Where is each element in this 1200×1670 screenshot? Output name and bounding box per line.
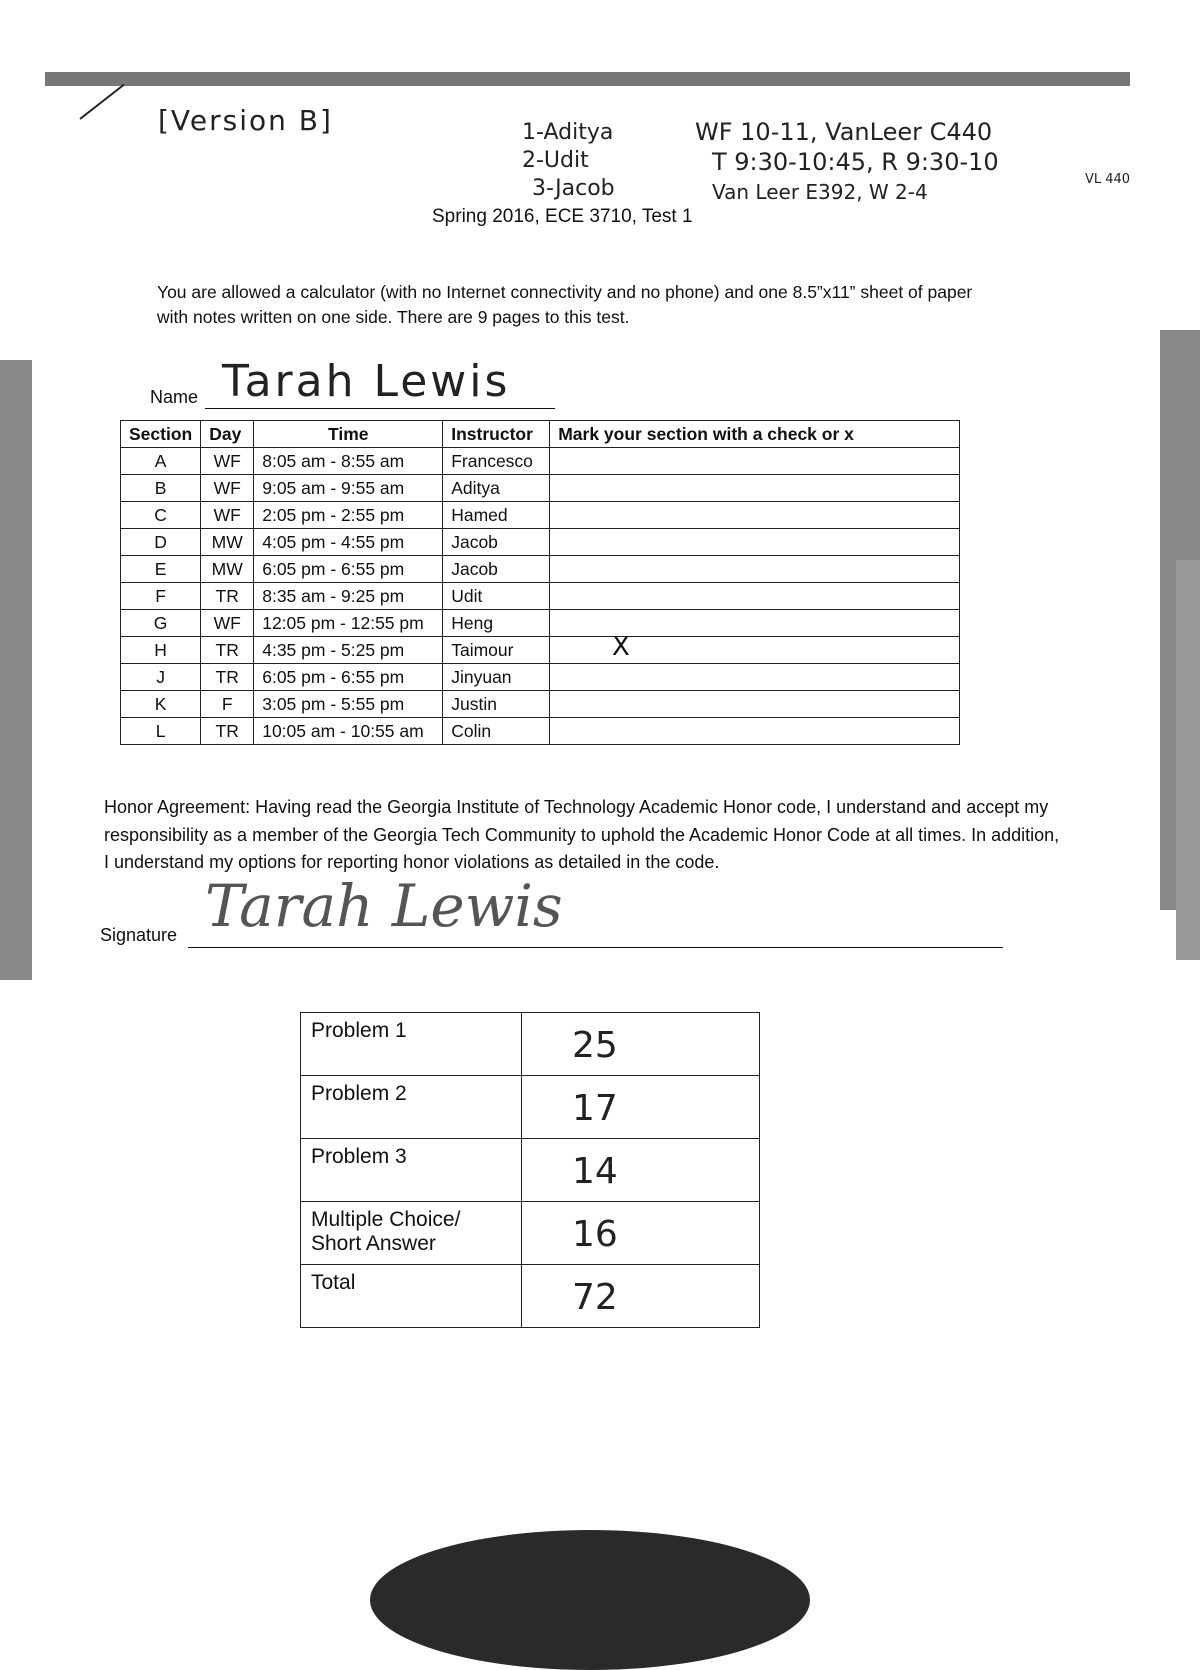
instructor-cell: Colin bbox=[443, 718, 550, 745]
scan-shadow-top bbox=[45, 72, 1130, 86]
scan-shadow-left bbox=[0, 360, 32, 980]
time-cell: 2:05 pm - 2:55 pm bbox=[254, 502, 443, 529]
day-cell: MW bbox=[201, 556, 254, 583]
time-cell: 8:05 am - 8:55 am bbox=[254, 448, 443, 475]
score-value: 17 bbox=[522, 1076, 760, 1139]
section-cell: H bbox=[121, 637, 201, 664]
header-section: Section bbox=[121, 421, 201, 448]
section-cell: F bbox=[121, 583, 201, 610]
score-row bbox=[301, 1202, 760, 1265]
instructor-cell: Jinyuan bbox=[443, 664, 550, 691]
score-value: 72 bbox=[522, 1265, 760, 1328]
version-label: [Version B] bbox=[158, 104, 333, 137]
instructor-cell: Francesco bbox=[443, 448, 550, 475]
instructor-cell: Taimour bbox=[443, 637, 550, 664]
time-cell: 10:05 am - 10:55 am bbox=[254, 718, 443, 745]
score-label: Problem 1 bbox=[301, 1013, 522, 1076]
section-cell: C bbox=[121, 502, 201, 529]
ta-note: 2-Udit bbox=[522, 148, 589, 173]
mark-cell bbox=[550, 502, 960, 529]
ta-note: 3-Jacob bbox=[532, 176, 615, 201]
time-cell: 6:05 pm - 6:55 pm bbox=[254, 556, 443, 583]
table-row bbox=[121, 691, 960, 718]
section-table bbox=[120, 420, 960, 745]
day-cell: TR bbox=[201, 637, 254, 664]
signature-line bbox=[188, 947, 1003, 948]
section-mark: X bbox=[612, 632, 630, 662]
table-row bbox=[121, 529, 960, 556]
ta-note: 1-Aditya bbox=[522, 120, 614, 145]
signature-label: Signature bbox=[100, 925, 178, 945]
instructor-cell: Aditya bbox=[443, 475, 550, 502]
day-cell: TR bbox=[201, 664, 254, 691]
table-row bbox=[121, 610, 960, 637]
signature: Tarah Lewis bbox=[205, 872, 563, 940]
scan-shadow-right-lower bbox=[1176, 560, 1200, 960]
score-row bbox=[301, 1265, 760, 1328]
day-cell: TR bbox=[201, 583, 254, 610]
time-cell: 8:35 am - 9:25 pm bbox=[254, 583, 443, 610]
table-row bbox=[121, 583, 960, 610]
instructor-cell: Heng bbox=[443, 610, 550, 637]
student-name: Tarah Lewis bbox=[222, 356, 511, 407]
time-cell: 12:05 pm - 12:55 pm bbox=[254, 610, 443, 637]
instructor-cell: Justin bbox=[443, 691, 550, 718]
instructor-cell: Udit bbox=[443, 583, 550, 610]
section-cell: E bbox=[121, 556, 201, 583]
day-cell: WF bbox=[201, 610, 254, 637]
day-cell: WF bbox=[201, 502, 254, 529]
day-cell: F bbox=[201, 691, 254, 718]
header-time: Time bbox=[254, 421, 443, 448]
section-cell: A bbox=[121, 448, 201, 475]
instructor-cell: Jacob bbox=[443, 556, 550, 583]
mark-cell bbox=[550, 691, 960, 718]
day-cell: TR bbox=[201, 718, 254, 745]
mark-cell bbox=[550, 556, 960, 583]
instructor-cell: Jacob bbox=[443, 529, 550, 556]
score-label: Problem 3 bbox=[301, 1139, 522, 1202]
mark-cell bbox=[550, 448, 960, 475]
header-day: Day bbox=[201, 421, 254, 448]
header-mark: Mark your section with a check or x bbox=[550, 421, 960, 448]
day-cell: MW bbox=[201, 529, 254, 556]
score-row bbox=[301, 1076, 760, 1139]
header-instructor: Instructor bbox=[443, 421, 550, 448]
office-hours-note: Van Leer E392, W 2-4 bbox=[712, 180, 928, 204]
section-cell: K bbox=[121, 691, 201, 718]
section-cell: B bbox=[121, 475, 201, 502]
section-cell: L bbox=[121, 718, 201, 745]
day-cell: WF bbox=[201, 448, 254, 475]
score-value: 16 bbox=[522, 1202, 760, 1265]
day-cell: WF bbox=[201, 475, 254, 502]
office-hours-note: T 9:30-10:45, R 9:30-10 bbox=[712, 148, 999, 176]
score-label: Multiple Choice/ Short Answer bbox=[301, 1202, 522, 1265]
mark-cell bbox=[550, 583, 960, 610]
exam-title: Spring 2016, ECE 3710, Test 1 bbox=[432, 206, 693, 227]
instructor-cell: Hamed bbox=[443, 502, 550, 529]
check-icon bbox=[79, 84, 124, 120]
scan-blot-bottom bbox=[370, 1530, 810, 1670]
table-row bbox=[121, 475, 960, 502]
exam-instructions: You are allowed a calculator (with no Internet connectivity and no phone) and one 8.5”x11” sheet of paper with notes written on one side. There are 9 pages to this test. bbox=[157, 282, 973, 327]
mark-cell bbox=[550, 718, 960, 745]
honor-agreement: Honor Agreement: Having read the Georgia Institute of Technology Academic Honor code, I understand and accept my responsibility as a member of the Georgia Tech Community to uphold the Academic Honor Code at all times. In addition, I understand my options for reporting honor violations as detailed in the code. bbox=[104, 797, 1060, 872]
time-cell: 4:05 pm - 4:55 pm bbox=[254, 529, 443, 556]
score-label: Total bbox=[301, 1265, 522, 1328]
score-row bbox=[301, 1139, 760, 1202]
office-hours-note: VL 440 bbox=[1085, 172, 1131, 187]
table-row bbox=[121, 718, 960, 745]
table-row bbox=[121, 448, 960, 475]
table-row bbox=[121, 664, 960, 691]
time-cell: 6:05 pm - 6:55 pm bbox=[254, 664, 443, 691]
score-value: 25 bbox=[522, 1013, 760, 1076]
table-header-row bbox=[121, 421, 960, 448]
mark-cell bbox=[550, 529, 960, 556]
name-line bbox=[205, 408, 555, 409]
section-cell: D bbox=[121, 529, 201, 556]
score-row bbox=[301, 1013, 760, 1076]
time-cell: 4:35 pm - 5:25 pm bbox=[254, 637, 443, 664]
score-value: 14 bbox=[522, 1139, 760, 1202]
time-cell: 3:05 pm - 5:55 pm bbox=[254, 691, 443, 718]
table-row bbox=[121, 502, 960, 529]
mark-cell bbox=[550, 664, 960, 691]
name-label: Name bbox=[150, 387, 199, 407]
section-cell: J bbox=[121, 664, 201, 691]
score-label: Problem 2 bbox=[301, 1076, 522, 1139]
table-row bbox=[121, 637, 960, 664]
table-row bbox=[121, 556, 960, 583]
score-table bbox=[300, 1012, 760, 1328]
time-cell: 9:05 am - 9:55 am bbox=[254, 475, 443, 502]
office-hours-note: WF 10-11, VanLeer C440 bbox=[695, 118, 993, 146]
mark-cell bbox=[550, 475, 960, 502]
section-cell: G bbox=[121, 610, 201, 637]
